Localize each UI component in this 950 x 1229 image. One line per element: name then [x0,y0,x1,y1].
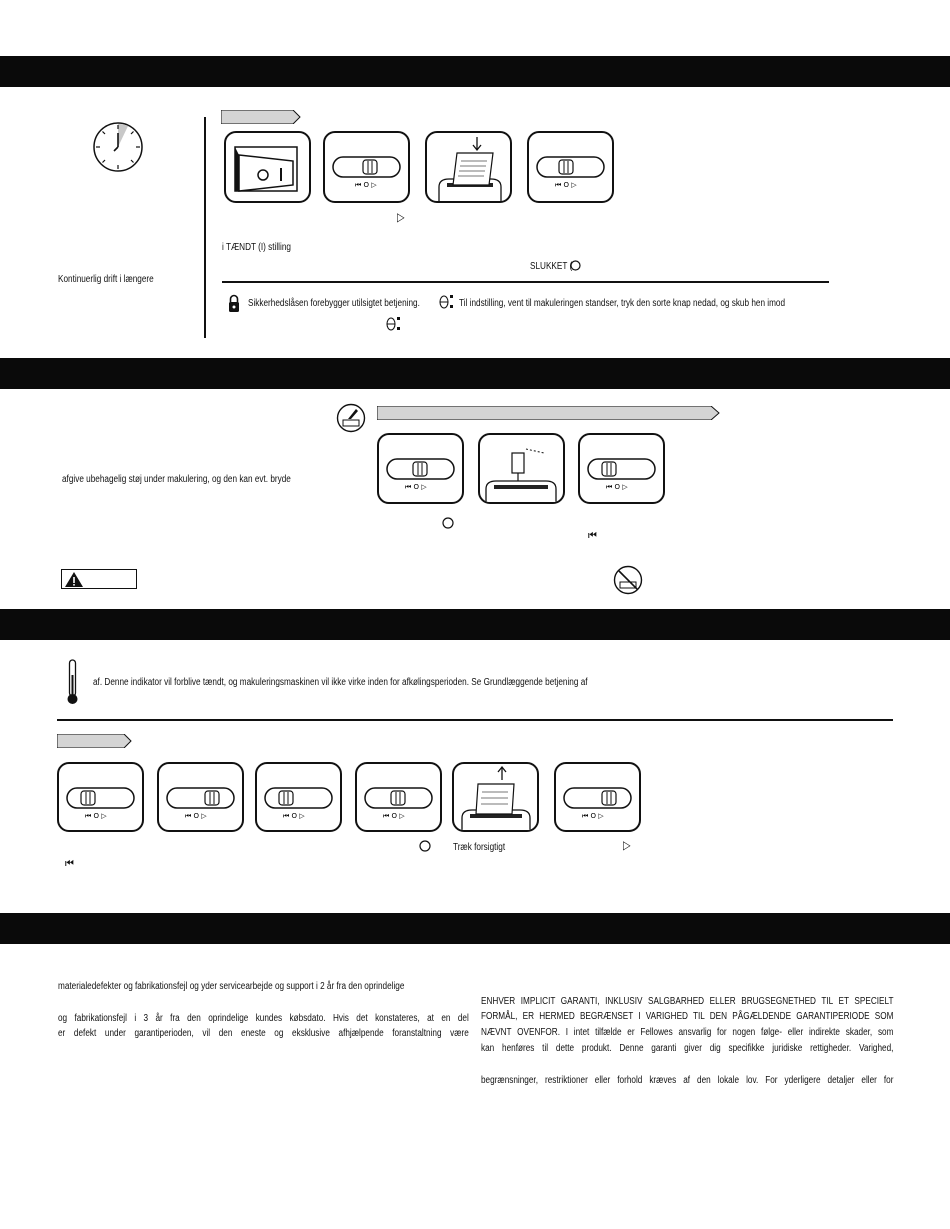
step-arrow [221,110,301,124]
slide-switch-icon [159,764,242,830]
slide-switch-icon [59,764,142,830]
svg-text:⏮ O ▷: ⏮ O ▷ [606,483,628,491]
svg-text:⏮ O ▷: ⏮ O ▷ [555,181,577,189]
pull-paper-icon [454,764,537,830]
warranty-right-line-3: NÆVNT OVENFOR. I intet tilfælde er Fellowes ansvarlig for nogen følge- eller indirekte skader, som [481,1027,894,1038]
warranty-right-line-4: kan henføres til dette produkt. Denne garanti giver dig specifikke juridiske rettigheder. Varighed, [481,1043,894,1054]
warranty-right-line-5: begrænsninger, restriktioner eller forhold kræves af den lokale lov. For yderligere detaljer eller for [481,1075,894,1086]
step-arrow [57,734,132,748]
warning-triangle-icon [64,571,86,588]
rule [57,719,893,721]
lock-switch-icon-2 [386,316,402,332]
slide-switch-panel-4 [578,433,665,504]
svg-text:⏮ O ▷: ⏮ O ▷ [582,812,604,820]
slide-switch-icon [357,764,440,830]
slide-switch-icon [257,764,340,830]
oiling-shredder-panel [478,433,565,504]
clear-step-2 [157,762,244,832]
noise-warning-text: afgive ubehagelig støj under makulering, og den kan evt. bryde [62,474,291,485]
continuous-operation-text: Kontinuerlig drift i længere [58,274,154,285]
slide-switch-icon [529,133,612,201]
power-switch-panel [224,131,311,203]
warranty-right-line-1: ENHVER IMPLICIT GARANTI, INKLUSIV SALGBARHED ELLER BRUGSEGNETHED TIL ET SPECIELT [481,996,894,1007]
lock-switch-icon [439,294,455,310]
warranty-left-line-1: materialedefekter og fabrikationsfejl og yder servicearbejde og support i 2 år fra den oprindelige [58,981,405,992]
off-circle-icon [419,840,431,852]
svg-text:⏮ O ▷: ⏮ O ▷ [85,812,107,820]
svg-text:⏮ O ▷: ⏮ O ▷ [383,812,405,820]
clear-step-5 [452,762,539,832]
section-header-band-2 [0,358,950,389]
clock-icon [92,121,144,173]
clear-step-1 [57,762,144,832]
shredder-paper-icon [427,133,510,201]
lock-instruction-text: Til indstilling, vent til makuleringen standser, tryk den sorte knap nedad, og skub hen imod [459,298,786,309]
oil-can-icon [336,403,366,433]
svg-text:⏮ O ▷: ⏮ O ▷ [185,812,207,820]
step-arrow-long [377,406,720,420]
off-circle-icon [570,260,581,271]
section-header-band-1 [0,56,950,87]
thermometer-icon [65,659,81,705]
svg-text:⏮ O ▷: ⏮ O ▷ [355,181,377,189]
off-circle-icon [442,517,454,529]
slide-switch-icon [325,133,408,201]
clear-step-6 [554,762,641,832]
slide-switch-panel [323,131,410,203]
on-position-caption: i TÆNDT (I) stilling [222,242,291,253]
slide-switch-icon [580,435,663,502]
slide-switch-icon [379,435,462,502]
rule [222,281,829,283]
divider [204,117,206,338]
oil-shredder-icon [480,435,563,502]
forward-symbol: ▷ [397,210,405,224]
shredder-feed-panel [425,131,512,203]
lock-icon [228,293,240,313]
safety-lock-text: Sikkerhedslåsen forebygger utilsigtet betjening. [248,298,420,309]
reverse-symbol: ⏮ [65,856,74,870]
clear-step-4 [355,762,442,832]
section-header-band-3 [0,609,950,640]
off-position-caption: SLUKKET ( [530,261,573,272]
clear-step-3 [255,762,342,832]
warranty-right-line-2: FORMÅL, ER HERMED BEGRÆNSET I VARIGHED TIL DEN PÅGÆLDENDE GARANTIPERIODE SOM [481,1011,894,1022]
rocker-switch-icon [226,133,309,201]
section-header-band-4 [0,913,950,944]
warning-box [61,569,137,589]
forward-symbol: ▷ [623,838,631,852]
slide-switch-panel-2 [527,131,614,203]
svg-text:⏮ O ▷: ⏮ O ▷ [405,483,427,491]
svg-text:⏮ O ▷: ⏮ O ▷ [283,812,305,820]
warranty-left-line-2: og fabrikationsfejl i 3 år fra den oprindelige kundes købsdato. Hvis det konstateres, at en del [58,1013,469,1024]
pull-carefully-text: Træk forsigtigt [453,842,506,853]
reverse-symbol: ⏮ [588,528,597,542]
slide-switch-panel-3 [377,433,464,504]
warranty-left-line-3: er defekt under garantiperioden, vil den eneste og eksklusive afhjælpende foranstaltning være [58,1028,469,1039]
slide-switch-icon [556,764,639,830]
overheat-indicator-text: af. Denne indikator vil forblive tændt, og makuleringsmaskinen vil ikke virke inden for afkølingsperioden. Se Grundlæggende betjening af [93,677,588,688]
no-aerosol-icon [613,565,643,595]
